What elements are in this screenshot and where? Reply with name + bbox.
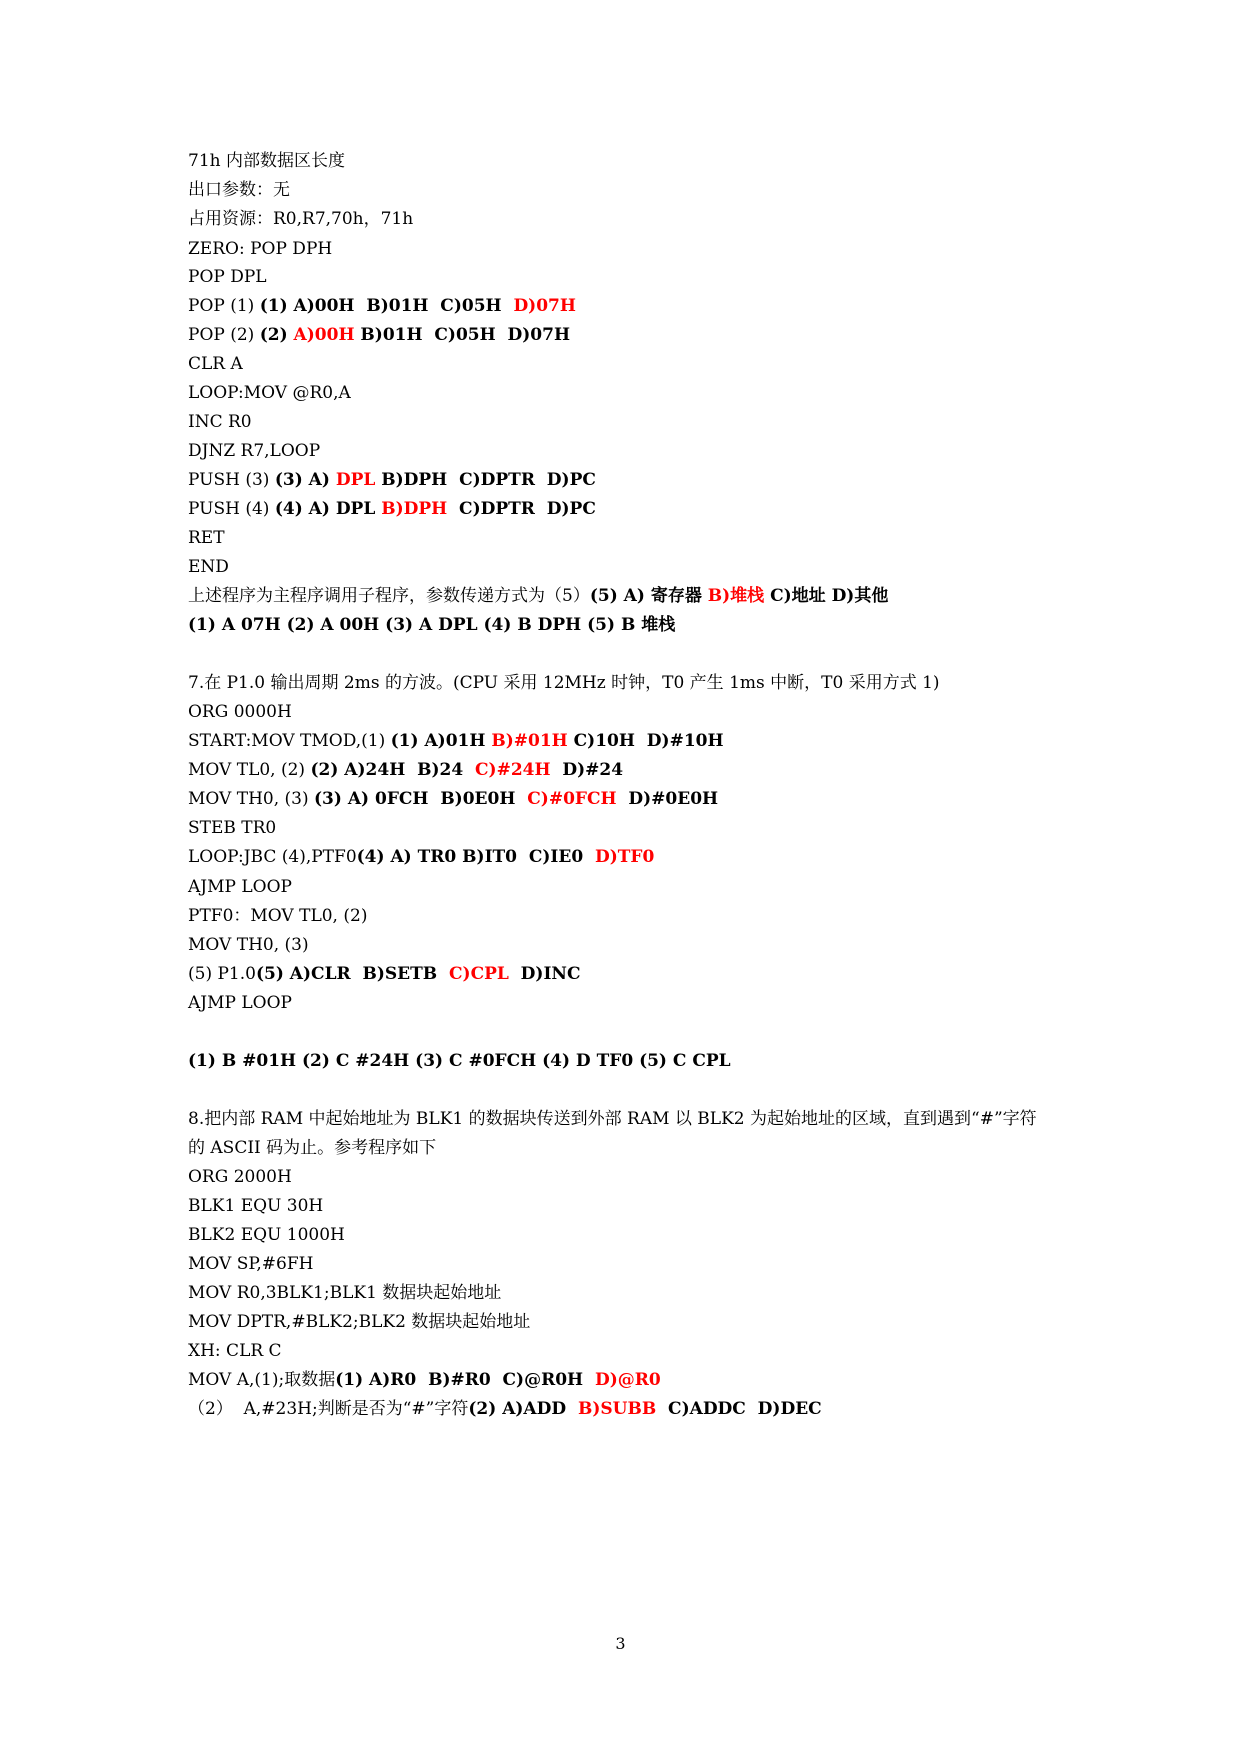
text-segment: MOV A,(1);取数据 xyxy=(188,1370,336,1390)
text-segment: (5) A)CLR B)SETB xyxy=(255,964,449,984)
text-line xyxy=(188,295,576,317)
text-segment: LOOP:JBC (4),PTF0 xyxy=(188,847,357,867)
text-segment: AJMP LOOP xyxy=(188,993,292,1013)
text-segment: (5) A) 寄存器 xyxy=(589,586,708,606)
text-line xyxy=(188,1050,731,1072)
text-segment: MOV TL0, (2) xyxy=(188,760,311,780)
text-line xyxy=(188,150,345,172)
text-segment: BLK1 EQU 30H xyxy=(188,1196,324,1216)
text-line xyxy=(188,1137,436,1159)
text-segment: MOV TH0, (3) xyxy=(188,789,314,809)
text-segment: POP (1) xyxy=(188,296,260,316)
text-segment: D)INC xyxy=(508,964,581,984)
text-segment: C)地址 D)其他 xyxy=(764,586,889,606)
text-segment: CLR A xyxy=(188,354,243,374)
text-segment: C)DPTR D)PC xyxy=(447,499,596,519)
text-segment: (1) A 07H (2) A 00H (3) A DPL (4) B DPH (5) B 堆栈 xyxy=(188,615,676,635)
text-line xyxy=(188,1195,323,1217)
text-segment: ORG 0000H xyxy=(188,702,292,722)
text-segment: ORG 2000H xyxy=(188,1167,292,1187)
text-segment: （2） A,#23H;判断是否为“#”字符 xyxy=(188,1399,469,1419)
text-segment: (2) A)ADD xyxy=(468,1399,578,1419)
answer-highlight: D)07H xyxy=(513,296,576,316)
text-line xyxy=(188,614,675,636)
text-line xyxy=(188,730,724,752)
text-line xyxy=(188,1340,282,1362)
text-segment: POP (2) xyxy=(188,325,260,345)
answer-highlight: C)CPL xyxy=(449,964,509,984)
answer-highlight: A)00H xyxy=(293,325,355,345)
text-line xyxy=(188,208,413,230)
text-segment: MOV DPTR,#BLK2;BLK2 数据块起始地址 xyxy=(188,1312,531,1332)
text-line xyxy=(188,411,252,433)
answer-highlight: B)DPH xyxy=(381,499,448,519)
text-segment: (2) A)24H B)24 xyxy=(310,760,475,780)
text-segment: PUSH (3) xyxy=(188,470,275,490)
page-number: 3 xyxy=(615,1634,626,1653)
text-line xyxy=(188,846,654,868)
text-segment: LOOP:MOV @R0,A xyxy=(188,383,351,403)
text-line xyxy=(188,1224,345,1246)
text-line xyxy=(188,1253,313,1275)
text-line xyxy=(188,759,623,781)
text-line xyxy=(188,1369,661,1391)
text-segment: 71h 内部数据区长度 xyxy=(188,151,345,171)
text-line xyxy=(188,498,596,520)
text-segment: C)10H D)#10H xyxy=(567,731,724,751)
text-segment: AJMP LOOP xyxy=(188,877,292,897)
text-line xyxy=(188,179,290,201)
text-segment: 的 ASCII 码为止。参考程序如下 xyxy=(188,1138,437,1158)
text-segment: (4) A) TR0 B)IT0 C)IE0 xyxy=(356,847,595,867)
text-line xyxy=(188,963,581,985)
text-line xyxy=(188,1311,530,1333)
text-segment: RET xyxy=(188,528,225,548)
text-segment: DJNZ R7,LOOP xyxy=(188,441,321,461)
text-segment: ZERO: POP DPH xyxy=(188,239,333,259)
answer-highlight: D)TF0 xyxy=(594,847,655,867)
text-segment: (1) B #01H (2) C #24H (3) C #0FCH (4) D TF0 (5) C CPL xyxy=(188,1051,731,1071)
text-line xyxy=(188,382,351,404)
text-line xyxy=(188,1108,1037,1130)
answer-highlight: B)#01H xyxy=(491,731,568,751)
text-segment: 7.在 P1.0 输出周期 2ms 的方波。(CPU 采用 12MHz 时钟，T0 产生 1ms 中断，T0 采用方式 1) xyxy=(188,673,940,693)
answer-highlight: C)#0FCH xyxy=(527,789,617,809)
text-segment: (3) A) 0FCH B)0E0H xyxy=(314,789,528,809)
text-line xyxy=(188,788,718,810)
text-line xyxy=(188,817,276,839)
text-segment: (1) A)R0 B)#R0 C)@R0H xyxy=(335,1370,595,1390)
text-segment: 上述程序为主程序调用子程序，参数传递方式为（5） xyxy=(188,586,590,606)
text-segment: 占用资源：R0,R7,70h，71h xyxy=(188,209,414,229)
text-segment: D)#24 xyxy=(550,760,624,780)
text-line xyxy=(188,934,309,956)
text-line xyxy=(188,266,267,288)
text-segment: BLK2 EQU 1000H xyxy=(188,1225,345,1245)
text-segment: END xyxy=(188,557,229,577)
text-line xyxy=(188,992,292,1014)
text-segment: (3) A) xyxy=(274,470,336,490)
text-segment: PTF0：MOV TL0, (2) xyxy=(188,906,368,926)
text-segment: XH: CLR C xyxy=(188,1341,282,1361)
text-segment: C)ADDC D)DEC xyxy=(656,1399,822,1419)
text-line xyxy=(188,905,367,927)
text-segment: MOV R0,3BLK1;BLK1 数据块起始地址 xyxy=(188,1283,502,1303)
text-segment: PUSH (4) xyxy=(188,499,275,519)
text-segment: MOV TH0, (3) xyxy=(188,935,309,955)
text-line xyxy=(188,527,225,549)
text-segment: 出口参数：无 xyxy=(188,180,290,200)
text-line xyxy=(188,1282,501,1304)
answer-highlight: D)@R0 xyxy=(594,1370,661,1390)
text-segment: B)01H C)05H D)07H xyxy=(354,325,571,345)
text-line xyxy=(188,876,292,898)
text-line xyxy=(188,556,229,578)
text-line xyxy=(188,585,888,607)
text-line xyxy=(188,440,320,462)
answer-highlight: DPL xyxy=(335,470,376,490)
answer-highlight: B)SUBB xyxy=(577,1399,657,1419)
text-line xyxy=(188,469,596,491)
text-line xyxy=(188,701,292,723)
text-line xyxy=(188,353,243,375)
text-segment: 8.把内部 RAM 中起始地址为 BLK1 的数据块传送到外部 RAM 以 BLK2 为起始地址的区域，直到遇到“#”字符 xyxy=(188,1109,1037,1129)
text-segment: STEB TR0 xyxy=(188,818,277,838)
text-segment: (5) P1.0 xyxy=(188,964,256,984)
answer-highlight: B)堆栈 xyxy=(707,586,765,606)
text-segment: D)#0E0H xyxy=(616,789,719,809)
text-segment: INC R0 xyxy=(188,412,252,432)
text-segment: (1) A)01H xyxy=(390,731,492,751)
answer-highlight: C)#24H xyxy=(475,760,551,780)
text-line xyxy=(188,672,940,694)
text-line xyxy=(188,238,332,260)
text-segment: (4) A) DPL xyxy=(274,499,382,519)
text-segment: MOV SP,#6FH xyxy=(188,1254,314,1274)
text-line xyxy=(188,324,570,346)
text-segment: B)DPH C)DPTR D)PC xyxy=(375,470,596,490)
text-segment: START:MOV TMOD,(1) xyxy=(188,731,391,751)
text-segment: POP DPL xyxy=(188,267,267,287)
text-segment: (1) A)00H B)01H C)05H xyxy=(259,296,514,316)
text-line xyxy=(188,1398,822,1420)
text-line xyxy=(188,1166,292,1188)
text-segment: (2) xyxy=(259,325,294,345)
